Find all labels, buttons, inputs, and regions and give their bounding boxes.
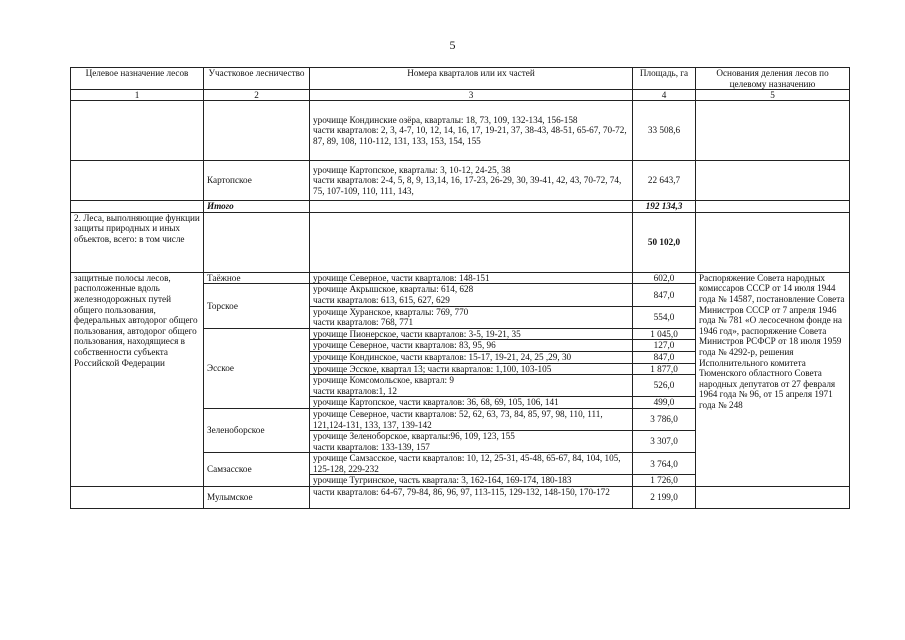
purpose-cell [71, 161, 204, 201]
table-row [71, 487, 850, 509]
page-number: 5 [449, 38, 456, 52]
quarters-line: части кварталов:1, 12 [313, 385, 397, 396]
quarters-cell: урочище Северное, части кварталов: 83, 95, 96 [310, 340, 633, 352]
purpose-cell [71, 101, 204, 161]
purpose-cell [71, 201, 204, 213]
quarters-cell: урочище Эсское, квартал 13; части кварталов: 1,100, 103-105 [310, 363, 633, 375]
area-cell: 33 508,6 [633, 101, 696, 161]
column-number: 2 [204, 90, 310, 101]
total-label: Итого [204, 201, 310, 213]
table-row [71, 101, 850, 161]
area-cell: 1 726,0 [633, 475, 696, 487]
quarters-line: части кварталов: 2-4, 5, 8, 9, 13,14, 16, 17-23, 26-29, 30, 39-41, 42, 43, 70-72, 74, 75, 107-109, 110, 111, 143, [313, 175, 622, 196]
area-cell: 1 877,0 [633, 363, 696, 375]
district-cell [204, 101, 310, 161]
basis-cell [696, 161, 850, 201]
section-row [71, 212, 850, 272]
header-district: Участковое лесничество [204, 68, 310, 90]
column-number: 5 [696, 90, 850, 101]
purpose-protect-cell: защитные полосы лесов, расположенные вдоль железнодорожных путей общего пользования, федеральных автодорог общего пользования, автодорог общего пользования, находящиеся в собственности субъекта Российской Федерации [71, 272, 204, 486]
section-area: 50 102,0 [633, 212, 696, 272]
quarters-line: урочище Зеленоборское, кварталы:96, 109, 123, 155 [313, 431, 515, 442]
quarters-cell: урочище Кондинское, части кварталов: 15-17, 19-21, 24, 25 ,29, 30 [310, 351, 633, 363]
quarters-cell: части кварталов: 64-67, 79-84, 86, 96, 97, 113-115, 129-132, 148-150, 170-172 [310, 487, 633, 509]
column-number: 1 [71, 90, 204, 101]
basis-cell [696, 487, 850, 509]
district-cell [204, 212, 310, 272]
quarters-cell [310, 212, 633, 272]
quarters-cell [310, 201, 633, 213]
quarters-cell: урочище Картопское, части кварталов: 36, 68, 69, 105, 106, 141 [310, 397, 633, 409]
quarters-cell: урочище Самзасское, части кварталов: 10, 12, 25-31, 45-48, 65-67, 84, 104, 105, 125-128, 229-232 [310, 453, 633, 475]
area-cell: 1 045,0 [633, 328, 696, 340]
table-row [71, 161, 850, 201]
area-cell: 2 199,0 [633, 487, 696, 509]
quarters-cell [310, 101, 633, 161]
quarters-line: части кварталов: 613, 615, 627, 629 [313, 294, 450, 305]
quarters-cell: урочище Тугринское, часть квартала: 3, 162-164, 169-174, 180-183 [310, 475, 633, 487]
header-basis: Основания деления лесов по целевому назначению [696, 68, 850, 90]
quarters-line: части кварталов: 2, 3, 4-7, 10, 12, 14, 16, 17, 19-21, 37, 38-43, 48-51, 65-67, 70-72, 87, 89, 108, 110-112, 131, 133, 153, 154, 155 [313, 125, 627, 146]
district-cell: Мулымское [204, 487, 310, 509]
quarters-line: части кварталов: 768, 771 [313, 317, 414, 328]
basis-cell [696, 101, 850, 161]
area-cell: 499,0 [633, 397, 696, 409]
quarters-line: урочище Кондинские озёра, кварталы: 18, 73, 109, 132-134, 156-158 [313, 114, 578, 125]
quarters-cell [310, 375, 633, 397]
quarters-line: части кварталов: 133-139, 157 [313, 441, 430, 452]
area-cell: 847,0 [633, 351, 696, 363]
basis-cell [696, 201, 850, 213]
quarters-cell [310, 431, 633, 453]
quarters-line: урочище Комсомольское, квартал: 9 [313, 375, 454, 386]
area-cell: 554,0 [633, 306, 696, 328]
quarters-cell: урочище Северное, части кварталов: 148-151 [310, 272, 633, 284]
quarters-cell: урочище Северное, части кварталов: 52, 62, 63, 73, 84, 85, 97, 98, 110, 111, 121,124-131, 133, 137, 139-142 [310, 408, 633, 430]
quarters-cell [310, 161, 633, 201]
quarters-line: урочище Акрышское, кварталы: 614, 628 [313, 284, 474, 295]
district-cell: Зеленоборское [204, 408, 310, 452]
area-cell: 3 307,0 [633, 431, 696, 453]
column-numbers-row [71, 90, 850, 101]
table-header-row [71, 68, 850, 90]
area-cell: 526,0 [633, 375, 696, 397]
table-row [71, 272, 850, 284]
forest-purpose-table [70, 67, 850, 509]
area-cell: 3 786,0 [633, 408, 696, 430]
total-row [71, 201, 850, 213]
header-purpose: Целевое назначение лесов [71, 68, 204, 90]
quarters-cell [310, 306, 633, 328]
area-cell: 602,0 [633, 272, 696, 284]
quarters-cell: урочище Пионерское, части кварталов: 3-5, 19-21, 35 [310, 328, 633, 340]
quarters-line: урочище Хуранское, кварталы: 769, 770 [313, 306, 469, 317]
basis-cell [696, 212, 850, 272]
column-number: 4 [633, 90, 696, 101]
district-cell: Самзасское [204, 453, 310, 487]
section-purpose: 2. Леса, выполняющие функции защиты природных и иных объектов, всего: в том числе [71, 212, 204, 272]
header-area: Площадь, га [633, 68, 696, 90]
basis-text-cell: Распоряжение Совета народных комиссаров СССР от 14 июля 1944 года № 14587, постановление Совета Министров СССР от 7 апреля 1946 года № 781 «О лесосечном фонде на 1946 год», распоряжение Совета Министров РСФСР от 18 июля 1959 года № 4292-р, решения Исполнительного комитета Тюменского областного Совета народных депутатов от 27 февраля 1964 года № 96, от 15 апреля 1971 года № 248 [696, 272, 850, 486]
district-cell: Картопское [204, 161, 310, 201]
header-quarters: Номера кварталов или их частей [310, 68, 633, 90]
district-cell: Таёжное [204, 272, 310, 284]
total-area: 192 134,3 [633, 201, 696, 213]
area-cell: 3 764,0 [633, 453, 696, 475]
area-cell: 22 643,7 [633, 161, 696, 201]
district-cell: Торское [204, 284, 310, 328]
purpose-cell [71, 487, 204, 509]
district-cell: Эсское [204, 328, 310, 408]
area-cell: 847,0 [633, 284, 696, 306]
column-number: 3 [310, 90, 633, 101]
quarters-cell [310, 284, 633, 306]
quarters-line: урочище Картопское, кварталы: 3, 10-12, 24-25, 38 [313, 164, 511, 175]
area-cell: 127,0 [633, 340, 696, 352]
